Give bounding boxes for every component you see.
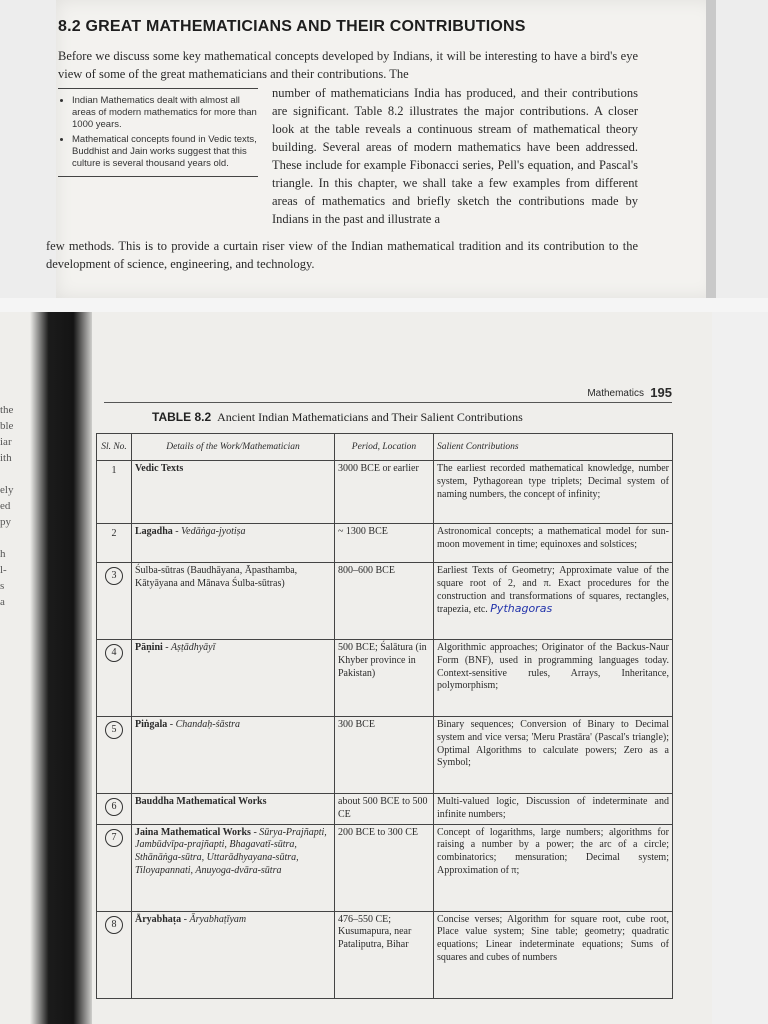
table-page-photo: [0, 312, 768, 1024]
binding-shadow: [30, 312, 92, 1024]
table-caption-label: TABLE 8.2: [152, 410, 212, 424]
contribution-cell: Multi-valued logic, Discussion of indeterminate and infinite numbers;: [434, 794, 673, 825]
circled-row-number: 6: [105, 798, 123, 816]
header-contributions: Salient Contributions: [434, 434, 673, 461]
page-number: 195: [650, 385, 672, 400]
sidebar-bullet: • Indian Mathematics dealt with almost all areas of modern mathematics for more than 1000 years.: [72, 95, 258, 132]
work-title: Piṅgala: [135, 719, 168, 730]
table-row: [97, 524, 673, 563]
work-title: Śulba-sūtras (Baudhāyana, Āpasthamba, Kātyāyana and Mānava Śulba-sūtras): [135, 565, 298, 589]
period-cell: 500 BCE; Śalātura (in Khyber province in Pakistan): [335, 640, 434, 717]
work-subtitle: - Chandaḥ-śāstra: [167, 719, 241, 730]
body-text-bottom: few methods. This is to provide a curtain riser view of the Indian mathematical tradition and its contribution to the development of science, engineering, and technology.: [46, 239, 638, 271]
circled-row-number: 3: [105, 567, 123, 585]
header-details: Details of the Work/Mathematician: [132, 434, 335, 461]
page-edge: [706, 0, 716, 298]
work-title: Pāṇini: [135, 642, 163, 653]
work-subtitle: - Sūrya-Prajñapti, Jambūdvīpa-prajñapti, Bhagavatī-sūtra, Sthānāṅga-sūtra, Uttarādhyayana-sūtra, Tiloyapannati, Anuyoga-dvāra-sūtra: [135, 826, 327, 876]
work-title: Āryabhaṭa: [135, 913, 182, 925]
photo-gap: [0, 298, 768, 312]
running-head-label: Mathematics: [587, 388, 644, 399]
work-subtitle: - Vedāṅga-jyotiṣa: [172, 526, 246, 537]
work-title: Vedic Texts: [135, 463, 184, 474]
sidebar-box: [58, 88, 258, 177]
period-cell: 800–600 BCE: [335, 563, 434, 640]
work-subtitle: - Āryabhaṭīyam: [181, 913, 247, 925]
header-sl-no: Sl. No.: [97, 434, 132, 461]
contribution-cell: Earliest Texts of Geometry; Approximate value of the square root of 2, and π. Exact procedures for the construction and transformations of squares, rectangles, trapezia, etc.: [437, 565, 669, 616]
work-subtitle: - Aṣṭādhyāyī: [162, 642, 216, 653]
right-margin-strip: [712, 312, 768, 1024]
circled-row-number: 5: [105, 721, 123, 739]
header-period: Period, Location: [335, 434, 434, 461]
table-row: [97, 794, 673, 825]
period-cell: 200 BCE to 300 CE: [335, 824, 434, 911]
table-row: [97, 461, 673, 524]
circled-row-number: 4: [105, 644, 123, 662]
table-row: [97, 717, 673, 794]
circled-row-number: 7: [105, 829, 123, 847]
work-title: Bauddha Mathematical Works: [135, 796, 267, 807]
handwritten-note: Pythagoras: [490, 602, 553, 616]
contribution-cell: Algorithmic approaches; Originator of the Backus-Naur Form (BNF), used in programming languages today. Context-sensitive rules, Arrays, Inheritance, polymorphism;: [434, 640, 673, 717]
contribution-cell: Binary sequences; Conversion of Binary to Decimal system and vice versa; 'Meru Prastāra' (Pascal's triangle); Optimal Algorithms to calculate powers; Zero as a Symbol;: [434, 717, 673, 794]
section-title: 8.2 GREAT MATHEMATICIANS AND THEIR CONTRIBUTIONS: [58, 18, 526, 35]
table-row: [97, 911, 673, 998]
work-title: Jaina Mathematical Works: [135, 826, 251, 838]
sidebar-bullet: • Mathematical concepts found in Vedic texts, Buddhist and Jain works suggest that this culture is several thousand years old.: [72, 134, 258, 171]
body-text-right: number of mathematicians India has produced, and their contributions are significant. Table 8.2 illustrates the major contributions. A closer look at the table reveals a continuous stream of mathematical theory building. Several areas of modern mathematics have been addressed. These include for example Fibonacci series, Pell's equation, and Pascal's triangle. In this chapter, we shall take a few examples from different areas of mathematics and briefly sketch the contributions made by Indians in the past and illustrate a: [272, 86, 638, 226]
row-number: 2: [111, 528, 117, 539]
intro-paragraph: Before we discuss some key mathematical concepts developed by Indians, it will be interesting to have a bird's eye view of some of the great mathematicians and their contributions. The: [58, 49, 638, 81]
circled-row-number: 8: [105, 916, 123, 934]
contributions-table: [96, 433, 673, 999]
contribution-cell: Concept of logarithms, large numbers; algorithms for raising a number by a power; the arc of a circle; combinatorics; mensuration; Decimal system; Approximation of π;: [434, 824, 673, 911]
contribution-cell: Concise verses; Algorithm for square root, cube root, Place value system; Sine table; geometry; quadratic equations; Linear indeterminate equations; Sums of squares and cubes of numbers: [434, 911, 673, 998]
period-cell: 3000 BCE or earlier: [335, 461, 434, 524]
period-cell: ~ 1300 BCE: [335, 524, 434, 563]
table-row: [97, 640, 673, 717]
period-cell: 300 BCE: [335, 717, 434, 794]
row-number: 1: [111, 465, 117, 476]
contribution-cell: Astronomical concepts; a mathematical model for sun-moon movement in time; equinoxes and solstices;: [434, 524, 673, 563]
table-row: [97, 563, 673, 640]
running-head: [104, 385, 672, 403]
table-header-row: [97, 434, 673, 461]
left-edge-fragments: the ble iar ith ely ed py h l- s a: [0, 404, 14, 608]
table-row: [97, 824, 673, 911]
table-caption-text: Ancient Indian Mathematicians and Their Salient Contributions: [217, 410, 523, 424]
work-title: Lagadha: [135, 526, 173, 537]
table-caption: [152, 410, 523, 425]
period-cell: about 500 BCE to 500 CE: [335, 794, 434, 825]
contribution-cell: The earliest recorded mathematical knowledge, number system, Pythagorean type triplets; Decimal system of naming numbers, the concept of infinity;: [434, 461, 673, 524]
period-cell: 476–550 CE; Kusumapura, near Pataliputra, Bihar: [335, 911, 434, 998]
